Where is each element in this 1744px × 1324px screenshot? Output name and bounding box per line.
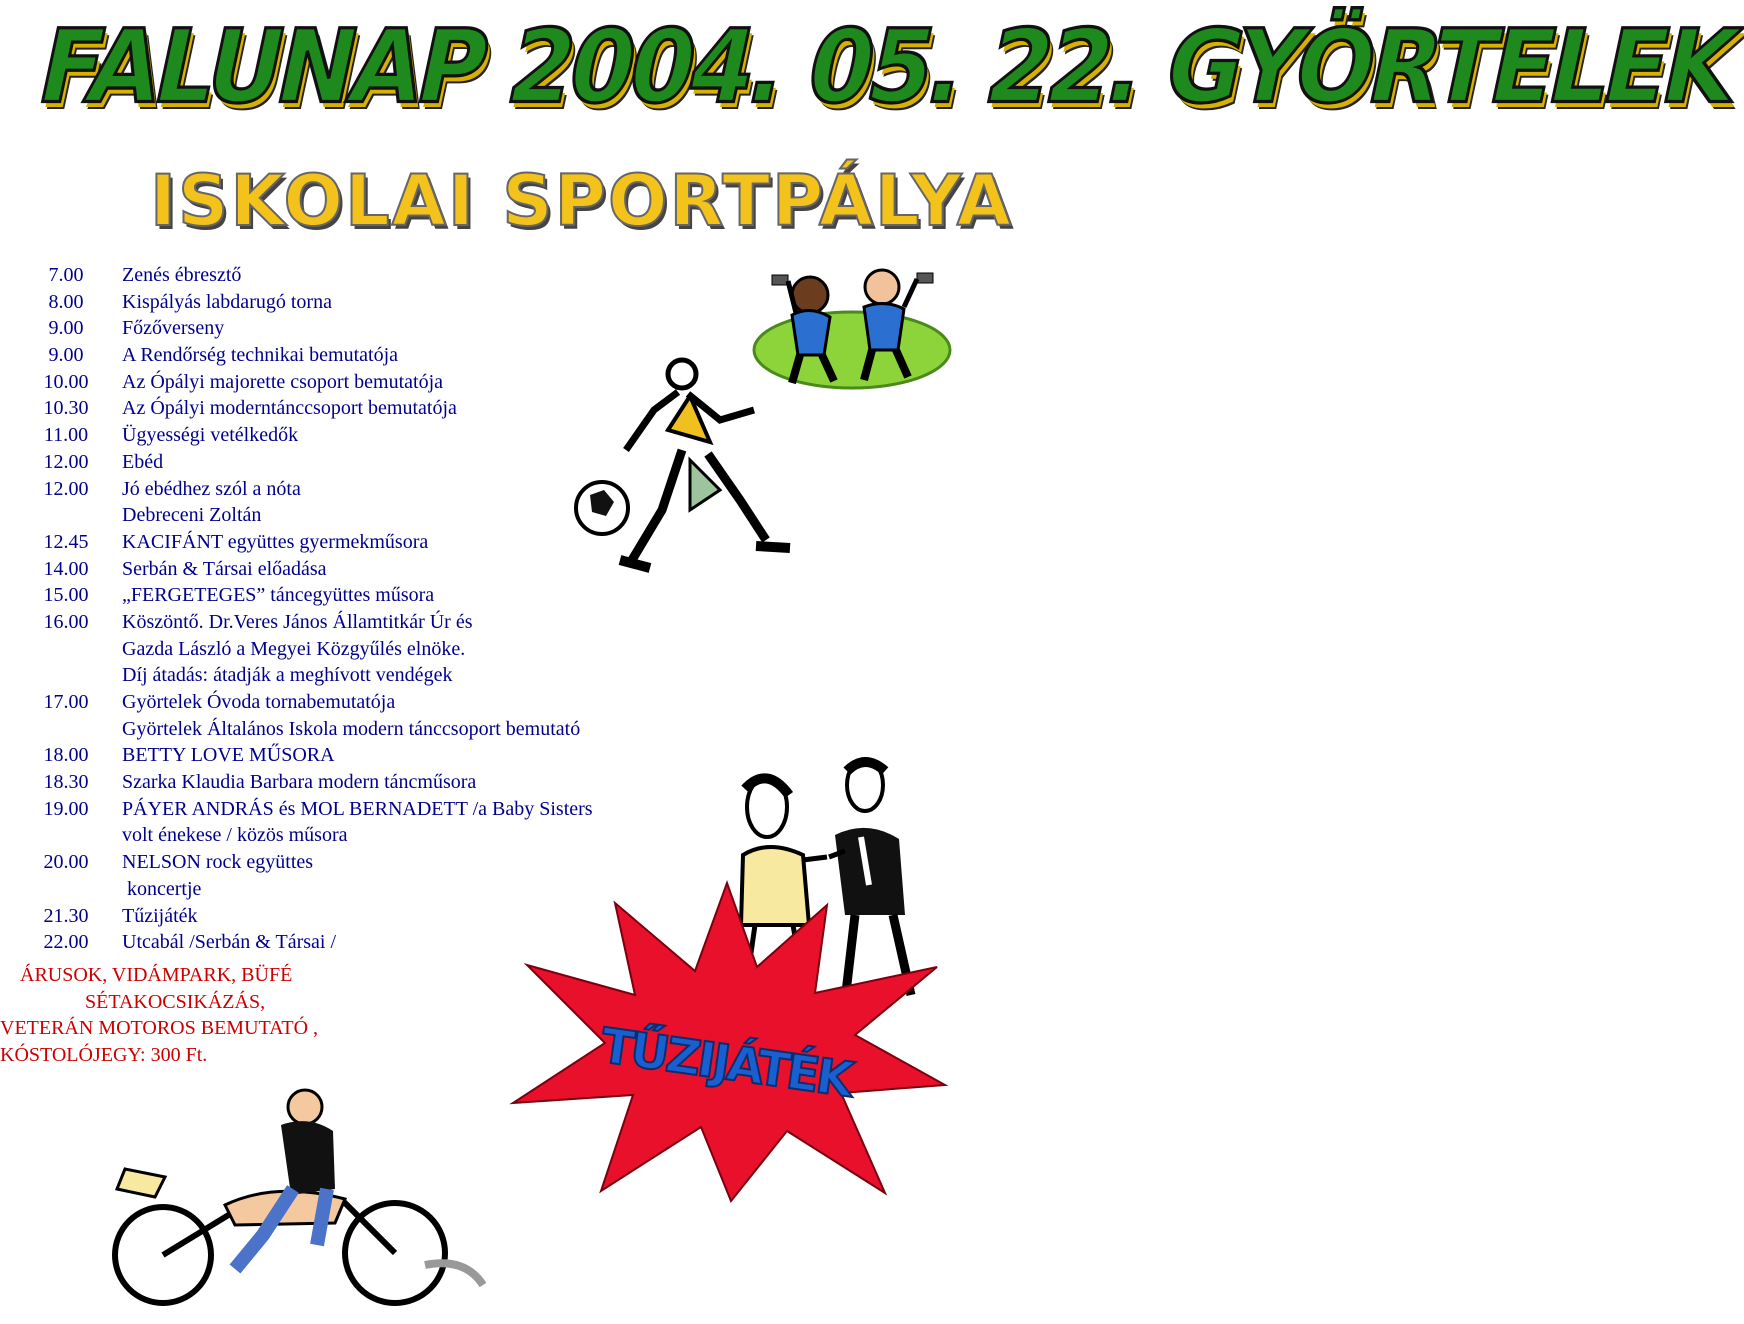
program-description: Ügyességi vetélkedők xyxy=(122,424,299,447)
program-description: Jó ebédhez szól a nóta xyxy=(122,477,301,500)
program-row xyxy=(0,796,720,823)
program-description: Díj átadás: átadják a meghívott vendégek xyxy=(122,664,453,687)
program-time: 20.00 xyxy=(43,851,89,874)
motorcycle-rider-illustration xyxy=(95,1085,485,1310)
program-time: 12.00 xyxy=(43,477,89,500)
extras-line: ÁRUSOK, VIDÁMPARK, BÜFÉ xyxy=(20,964,293,986)
program-time: 10.30 xyxy=(43,397,89,420)
program-description: BETTY LOVE MŰSORA xyxy=(122,744,335,767)
program-description: Debreceni Zoltán xyxy=(122,504,262,527)
program-time: 9.00 xyxy=(48,317,84,340)
program-time: 16.00 xyxy=(43,610,89,633)
program-row xyxy=(0,609,720,636)
program-description: Köszöntő. Dr.Veres János Államtitkár Úr és xyxy=(122,610,473,633)
program-time: 18.00 xyxy=(43,744,89,767)
program-time xyxy=(0,716,122,743)
program-description: PÁYER ANDRÁS és MOL BERNADETT /a Baby Sisters xyxy=(122,797,593,820)
program-time xyxy=(0,662,122,689)
program-row xyxy=(0,769,720,796)
program-time: 14.00 xyxy=(43,557,89,580)
program-description: „FERGETEGES” táncegyüttes műsora xyxy=(122,584,435,607)
program-time: 10.00 xyxy=(43,370,89,393)
extras-line: SÉTAKOCSIKÁZÁS, xyxy=(85,990,266,1013)
program-description: Tűzijáték xyxy=(122,904,198,927)
program-time: 12.00 xyxy=(43,450,89,473)
program-row xyxy=(0,636,720,663)
program-time: 9.00 xyxy=(48,344,84,367)
venue-subtitle: ISKOLAI SPORTPÁLYA xyxy=(150,160,1013,242)
program-time: 22.00 xyxy=(43,931,89,954)
program-row xyxy=(0,315,720,342)
program-description: Gazda László a Megyei Közgyűlés elnöke. xyxy=(122,637,466,660)
program-time xyxy=(0,822,122,849)
program-description: A Rendőrség technikai bemutatója xyxy=(122,344,399,367)
program-time xyxy=(0,636,122,663)
program-row xyxy=(0,716,720,743)
extras-line: KÓSTOLÓJEGY: 300 Ft. xyxy=(0,1044,208,1067)
extras-list xyxy=(0,962,420,1069)
program-time: 8.00 xyxy=(48,290,84,313)
program-row xyxy=(0,849,720,876)
program-description: NELSON rock együttes xyxy=(122,851,314,874)
program-row xyxy=(0,662,720,689)
program-time: 18.30 xyxy=(43,771,89,794)
program-description: Utcabál /Serbán & Társai / xyxy=(122,931,337,954)
program-description: Az Ópályi majorette csoport bemutatója xyxy=(122,370,444,393)
program-time: 7.00 xyxy=(48,264,84,286)
program-row xyxy=(0,822,720,849)
program-time xyxy=(0,502,122,529)
program-description: Györtelek Óvoda tornabemutatója xyxy=(122,691,396,713)
program-time: 17.00 xyxy=(43,691,89,713)
extras-line: VETERÁN MOTOROS BEMUTATÓ , xyxy=(0,1017,319,1040)
program-description: Györtelek Általános Iskola modern tánccsoport bemutató xyxy=(122,717,581,740)
program-description: Zenés ébresztő xyxy=(122,264,242,286)
program-row xyxy=(0,689,720,716)
program-description: Ebéd xyxy=(122,450,164,473)
program-time: 19.00 xyxy=(43,797,89,820)
program-row xyxy=(0,289,720,316)
fireworks-label: TŰZIJÁTÉK xyxy=(597,1017,855,1109)
program-time: 21.30 xyxy=(43,904,89,927)
program-description: volt énekese / közös műsora xyxy=(122,824,348,847)
program-description: Serbán & Társai előadása xyxy=(122,557,327,580)
program-description: Kispályás labdarugó torna xyxy=(122,290,332,313)
soccer-player-illustration xyxy=(570,350,800,585)
program-row xyxy=(0,582,720,609)
program-description: Az Ópályi moderntánccsoport bemutatója xyxy=(122,397,457,420)
program-time xyxy=(0,876,122,903)
program-row xyxy=(0,742,720,769)
program-time: 12.45 xyxy=(43,530,89,553)
program-description: koncertje xyxy=(122,877,202,900)
page-title: FALUNAP 2004. 05. 22. GYÖRTELEK xyxy=(29,7,1744,126)
program-description: KACIFÁNT együttes gyermekműsora xyxy=(122,530,429,553)
program-time: 11.00 xyxy=(43,424,89,447)
program-description: Főzőverseny xyxy=(122,317,225,340)
program-description: Szarka Klaudia Barbara modern táncműsora xyxy=(122,771,477,794)
program-time: 15.00 xyxy=(43,584,89,607)
program-row xyxy=(0,262,720,289)
